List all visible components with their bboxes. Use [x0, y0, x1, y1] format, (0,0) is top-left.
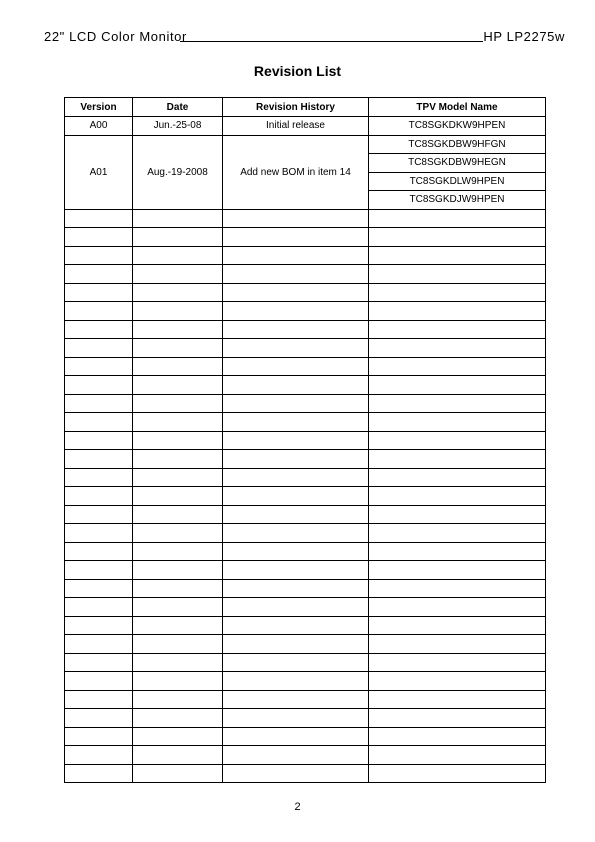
empty-cell: [369, 339, 546, 358]
empty-cell: [223, 357, 369, 376]
empty-cell: [133, 320, 223, 339]
empty-table-row: [65, 727, 546, 746]
empty-cell: [133, 376, 223, 395]
empty-cell: [369, 727, 546, 746]
empty-cell: [369, 228, 546, 247]
empty-cell: [133, 394, 223, 413]
model-cell: TC8SGKDBW9HFGN: [369, 135, 546, 154]
empty-cell: [133, 505, 223, 524]
empty-cell: [65, 598, 133, 617]
empty-table-row: [65, 283, 546, 302]
empty-cell: [223, 505, 369, 524]
empty-table-row: [65, 228, 546, 247]
empty-cell: [133, 357, 223, 376]
empty-cell: [65, 709, 133, 728]
empty-cell: [369, 431, 546, 450]
column-header-date: Date: [133, 98, 223, 117]
empty-cell: [133, 468, 223, 487]
empty-table-row: [65, 579, 546, 598]
empty-cell: [133, 302, 223, 321]
empty-table-row: [65, 487, 546, 506]
empty-cell: [65, 394, 133, 413]
empty-cell: [223, 690, 369, 709]
empty-cell: [223, 302, 369, 321]
empty-table-row: [65, 302, 546, 321]
empty-cell: [133, 450, 223, 469]
empty-cell: [369, 653, 546, 672]
empty-cell: [223, 431, 369, 450]
empty-cell: [65, 505, 133, 524]
empty-cell: [369, 265, 546, 284]
empty-cell: [65, 672, 133, 691]
empty-cell: [133, 653, 223, 672]
empty-table-row: [65, 505, 546, 524]
empty-cell: [65, 283, 133, 302]
empty-cell: [133, 727, 223, 746]
date-cell: Aug.-19-2008: [133, 135, 223, 209]
empty-cell: [133, 265, 223, 284]
empty-cell: [223, 394, 369, 413]
empty-cell: [223, 579, 369, 598]
empty-cell: [223, 246, 369, 265]
empty-cell: [65, 524, 133, 543]
empty-cell: [65, 764, 133, 783]
empty-cell: [223, 709, 369, 728]
empty-cell: [65, 579, 133, 598]
empty-table-row: [65, 246, 546, 265]
empty-cell: [65, 690, 133, 709]
table-header-row: [65, 98, 546, 117]
empty-cell: [65, 265, 133, 284]
empty-cell: [133, 209, 223, 228]
table-row: [65, 117, 546, 136]
model-cell: TC8SGKDBW9HEGN: [369, 154, 546, 173]
empty-cell: [133, 228, 223, 247]
empty-cell: [369, 764, 546, 783]
empty-cell: [369, 468, 546, 487]
empty-cell: [133, 709, 223, 728]
empty-table-row: [65, 690, 546, 709]
empty-cell: [223, 727, 369, 746]
empty-cell: [223, 413, 369, 432]
empty-cell: [369, 394, 546, 413]
empty-cell: [65, 413, 133, 432]
empty-cell: [65, 727, 133, 746]
column-header-version: Version: [65, 98, 133, 117]
empty-table-row: [65, 320, 546, 339]
empty-cell: [223, 653, 369, 672]
empty-cell: [369, 487, 546, 506]
empty-cell: [369, 579, 546, 598]
empty-cell: [65, 653, 133, 672]
history-cell: Initial release: [223, 117, 369, 136]
empty-table-row: [65, 672, 546, 691]
empty-cell: [223, 746, 369, 765]
version-cell: A00: [65, 117, 133, 136]
empty-cell: [65, 746, 133, 765]
empty-cell: [369, 320, 546, 339]
empty-table-row: [65, 635, 546, 654]
empty-table-row: [65, 357, 546, 376]
revision-table: [64, 97, 546, 783]
empty-cell: [65, 468, 133, 487]
empty-cell: [369, 598, 546, 617]
empty-cell: [65, 320, 133, 339]
empty-table-row: [65, 394, 546, 413]
empty-table-row: [65, 468, 546, 487]
empty-table-row: [65, 524, 546, 543]
empty-cell: [133, 598, 223, 617]
empty-cell: [65, 635, 133, 654]
empty-table-row: [65, 746, 546, 765]
empty-cell: [369, 283, 546, 302]
empty-cell: [369, 616, 546, 635]
empty-cell: [223, 764, 369, 783]
empty-cell: [223, 598, 369, 617]
empty-table-row: [65, 542, 546, 561]
empty-cell: [133, 635, 223, 654]
empty-cell: [65, 376, 133, 395]
empty-cell: [223, 542, 369, 561]
empty-cell: [369, 524, 546, 543]
table-row: [65, 135, 546, 154]
empty-cell: [223, 265, 369, 284]
empty-cell: [369, 561, 546, 580]
empty-table-row: [65, 265, 546, 284]
empty-cell: [223, 487, 369, 506]
empty-cell: [65, 209, 133, 228]
empty-cell: [133, 283, 223, 302]
empty-cell: [133, 542, 223, 561]
empty-table-row: [65, 653, 546, 672]
empty-cell: [369, 746, 546, 765]
empty-cell: [223, 635, 369, 654]
empty-cell: [133, 746, 223, 765]
empty-cell: [369, 209, 546, 228]
empty-cell: [223, 339, 369, 358]
page-title: Revision List: [253, 63, 342, 79]
empty-cell: [369, 690, 546, 709]
empty-cell: [133, 672, 223, 691]
column-header-tpv-model-name: TPV Model Name: [369, 98, 546, 117]
empty-table-row: [65, 413, 546, 432]
empty-table-row: [65, 450, 546, 469]
header-model-name: HP LP2275w: [483, 29, 565, 44]
empty-cell: [65, 228, 133, 247]
empty-cell: [133, 487, 223, 506]
empty-cell: [369, 450, 546, 469]
empty-cell: [133, 413, 223, 432]
empty-cell: [369, 246, 546, 265]
history-cell: Add new BOM in item 14: [223, 135, 369, 209]
empty-cell: [65, 339, 133, 358]
empty-cell: [65, 561, 133, 580]
empty-cell: [133, 690, 223, 709]
empty-cell: [133, 579, 223, 598]
empty-table-row: [65, 616, 546, 635]
empty-cell: [65, 542, 133, 561]
empty-cell: [133, 339, 223, 358]
empty-cell: [369, 672, 546, 691]
empty-table-row: [65, 209, 546, 228]
empty-cell: [223, 228, 369, 247]
model-cell: TC8SGKDLW9HPEN: [369, 172, 546, 191]
empty-cell: [223, 209, 369, 228]
empty-cell: [223, 524, 369, 543]
empty-table-row: [65, 598, 546, 617]
empty-cell: [65, 450, 133, 469]
empty-table-row: [65, 709, 546, 728]
empty-cell: [223, 616, 369, 635]
empty-cell: [223, 468, 369, 487]
model-cell: TC8SGKDJW9HPEN: [369, 191, 546, 210]
empty-table-row: [65, 431, 546, 450]
empty-cell: [369, 357, 546, 376]
empty-cell: [65, 302, 133, 321]
empty-cell: [65, 246, 133, 265]
header-product-name: 22" LCD Color Monitor: [44, 29, 187, 44]
date-cell: Jun.-25-08: [133, 117, 223, 136]
empty-cell: [133, 561, 223, 580]
empty-cell: [133, 246, 223, 265]
empty-cell: [223, 672, 369, 691]
empty-table-row: [65, 339, 546, 358]
empty-cell: [369, 635, 546, 654]
empty-cell: [369, 709, 546, 728]
header-rule: [180, 41, 483, 42]
empty-cell: [65, 431, 133, 450]
column-header-revision-history: Revision History: [223, 98, 369, 117]
empty-cell: [133, 524, 223, 543]
empty-cell: [133, 764, 223, 783]
empty-table-row: [65, 376, 546, 395]
empty-cell: [133, 431, 223, 450]
empty-cell: [369, 413, 546, 432]
empty-cell: [369, 376, 546, 395]
empty-cell: [369, 505, 546, 524]
empty-cell: [223, 283, 369, 302]
page-number: 2: [294, 801, 301, 813]
empty-cell: [223, 320, 369, 339]
table-body: [65, 117, 546, 783]
empty-table-row: [65, 764, 546, 783]
empty-cell: [223, 376, 369, 395]
model-cell: TC8SGKDKW9HPEN: [369, 117, 546, 136]
version-cell: A01: [65, 135, 133, 209]
empty-cell: [223, 561, 369, 580]
empty-cell: [65, 616, 133, 635]
empty-table-row: [65, 561, 546, 580]
empty-cell: [65, 357, 133, 376]
empty-cell: [133, 616, 223, 635]
empty-cell: [65, 487, 133, 506]
empty-cell: [369, 302, 546, 321]
empty-cell: [369, 542, 546, 561]
empty-cell: [223, 450, 369, 469]
